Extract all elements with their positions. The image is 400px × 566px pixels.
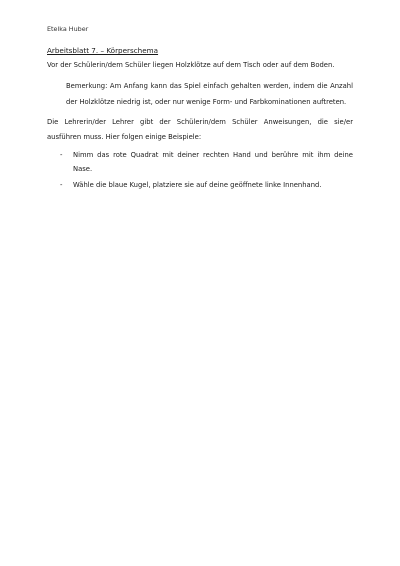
worksheet-title: Arbeitsblatt 7. – Körperschema [47,46,159,55]
intro-paragraph: Vor der Schülerin/dem Schüler liegen Holzklötze auf dem Tisch oder auf dem Boden. [47,61,335,69]
header-author: Etelka Huber [47,25,89,33]
example-text: Wähle die blaue Kugel, platziere sie auf deine geöffnete linke Innenhand. [73,181,322,189]
instruction-paragraph: Die Lehrerin/der Lehrer gibt der Schülerin/dem Schüler Anweisungen, die sie/er ausführen muss. Hier folgen einige Beispiele: [47,118,353,141]
remark-paragraph: Bemerkung: Am Anfang kann das Spiel einfach gehalten werden, indem die Anzahl der Holzklötze niedrig ist, oder nur wenige Form- und Farbkominationen auftreten. [66,82,353,106]
bullet-dash: - [60,181,63,189]
worksheet-content [47,44,353,194]
examples-list [47,148,353,192]
bullet-dash: - [60,151,63,159]
example-text: Nimm das rote Quadrat mit deiner rechten Hand und berühre mit ihm deine Nase. [73,151,353,173]
list-item [47,178,353,192]
list-item [47,148,353,176]
